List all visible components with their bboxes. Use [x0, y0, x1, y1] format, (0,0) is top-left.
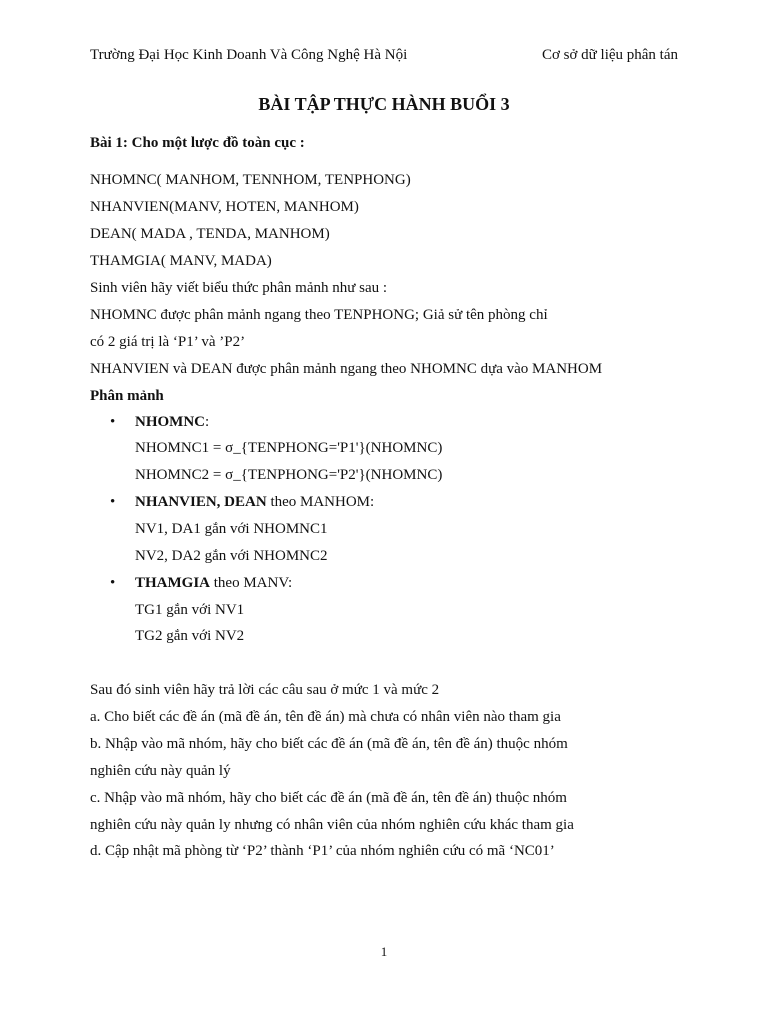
bullet-dot: • — [110, 575, 116, 591]
fragment-line: TG2 gắn với NV2 — [135, 628, 245, 644]
bullet-dot: • — [110, 494, 116, 510]
bullet-item — [135, 494, 374, 511]
fragment-heading: Phân mảnh — [90, 388, 164, 404]
fragment-line: TG1 gắn với NV1 — [135, 602, 245, 618]
question-line: Sau đó sinh viên hãy trả lời các câu sau ở mức 1 và mức 2 — [90, 682, 440, 698]
bullet-rest-label: theo MANV: — [210, 575, 293, 591]
instruction-line: NHOMNC được phân mảnh ngang theo TENPHONG; Giả sử tên phòng chỉ — [90, 307, 548, 323]
page-title: BÀI TẬP THỰC HÀNH BUỔI 3 — [258, 94, 510, 114]
fragment-line: NHOMNC2 = σ_{TENPHONG='P2'}(NHOMNC) — [135, 467, 443, 483]
header-course-name: Cơ sở dữ liệu phân tán — [541, 47, 678, 63]
question-line: b. Nhập vào mã nhóm, hãy cho biết các đề án (mã đề án, tên đề án) thuộc nhóm — [90, 736, 568, 752]
bullet-rest-label: theo MANHOM: — [266, 494, 375, 510]
bullet-bold-label: THAMGIA — [135, 575, 210, 591]
question-line: c. Nhập vào mã nhóm, hãy cho biết các đề án (mã đề án, tên đề án) thuộc nhóm — [90, 790, 567, 806]
fragment-line: NV1, DA1 gắn với NHOMNC1 — [135, 521, 328, 537]
question-line: nghiên cứu này quản ly nhưng có nhân viên của nhóm nghiên cứu khác tham gia — [90, 817, 574, 833]
instruction-line: có 2 giá trị là ‘P1’ và ’P2’ — [90, 334, 246, 350]
schema-line: NHANVIEN(MANV, HOTEN, MANHOM) — [90, 199, 359, 215]
bullet-item — [135, 414, 209, 431]
header-school-name: Trường Đại Học Kinh Doanh Và Công Nghệ Hà Nội — [90, 47, 408, 63]
page-number: 1 — [380, 944, 388, 959]
schema-line: THAMGIA( MANV, MADA) — [90, 253, 272, 269]
bullet-bold-label: NHANVIEN, DEAN — [135, 494, 267, 510]
bullet-rest-label: : — [205, 414, 210, 430]
fragment-line: NV2, DA2 gắn với NHOMNC2 — [135, 548, 328, 564]
bullet-dot: • — [110, 414, 116, 430]
fragment-line: NHOMNC1 = σ_{TENPHONG='P1'}(NHOMNC) — [135, 440, 443, 456]
question-line: nghiên cứu này quản lý — [90, 763, 231, 779]
exercise-heading: Bài 1: Cho một lược đồ toàn cục : — [90, 135, 305, 151]
bullet-item — [135, 575, 292, 592]
instruction-line: Sinh viên hãy viết biểu thức phân mảnh như sau : — [90, 280, 388, 296]
question-line: a. Cho biết các đề án (mã đề án, tên đề án) mà chưa có nhân viên nào tham gia — [90, 709, 561, 725]
instruction-line: NHANVIEN và DEAN được phân mảnh ngang theo NHOMNC dựa vào MANHOM — [90, 361, 603, 377]
schema-line: NHOMNC( MANHOM, TENNHOM, TENPHONG) — [90, 172, 411, 188]
question-line: d. Cập nhật mã phòng từ ‘P2’ thành ‘P1’ của nhóm nghiên cứu có mã ‘NC01’ — [90, 843, 555, 859]
schema-line: DEAN( MADA , TENDA, MANHOM) — [90, 226, 330, 242]
bullet-bold-label: NHOMNC — [135, 414, 205, 430]
